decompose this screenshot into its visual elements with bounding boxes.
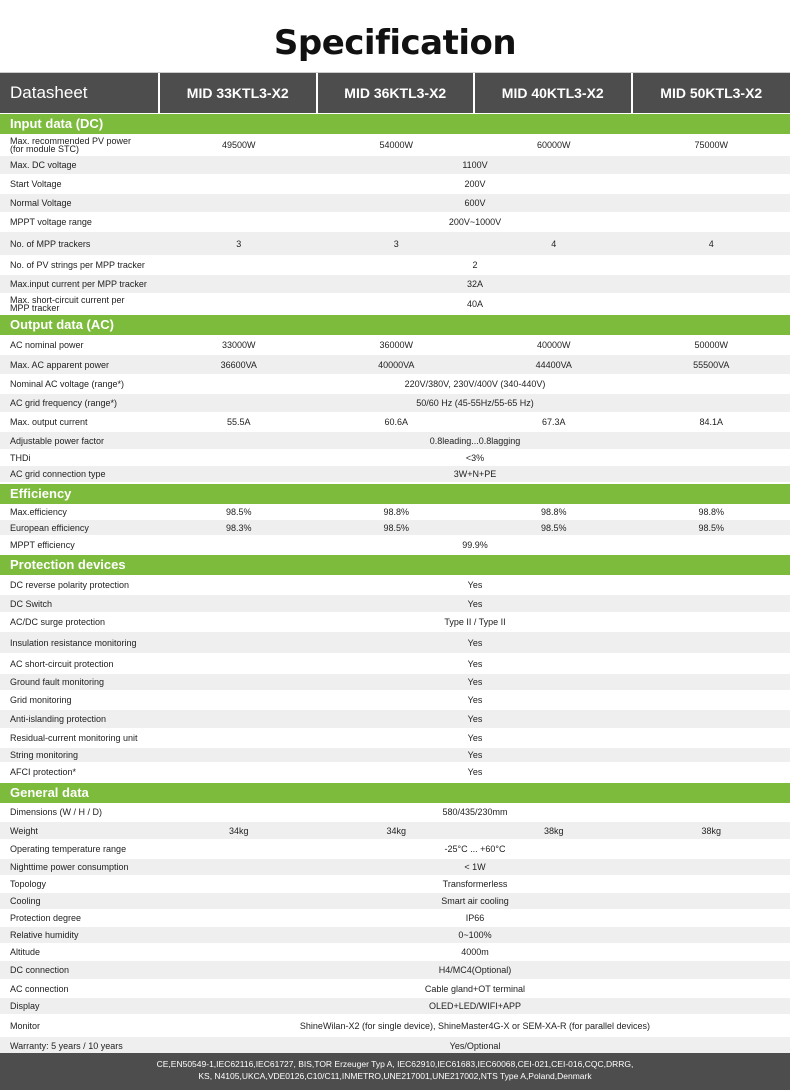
spec-row bbox=[0, 763, 790, 782]
spec-row bbox=[0, 575, 790, 595]
spec-row bbox=[0, 156, 790, 175]
spec-row bbox=[0, 275, 790, 294]
spec-label: AC short-circuit protection bbox=[10, 658, 114, 669]
model-header-3: MID 40KTL3-X2 bbox=[475, 73, 633, 113]
spec-value: 33000W bbox=[221, 339, 256, 350]
spec-value-all-models: 4000m bbox=[461, 947, 489, 957]
spec-value-all-models: 2 bbox=[472, 260, 478, 270]
spec-label: Cooling bbox=[10, 896, 41, 906]
spec-label: Nominal AC voltage (range*) bbox=[10, 379, 125, 389]
spec-label: Warranty: 5 years / 10 years bbox=[10, 1041, 123, 1051]
spec-value-all-models: <3% bbox=[465, 452, 485, 463]
spec-value-all-models: Yes/Optional bbox=[449, 1041, 501, 1051]
spec-label: No. of PV strings per MPP tracker bbox=[10, 260, 145, 270]
model-header-2: MID 36KTL3-X2 bbox=[318, 73, 476, 113]
spec-label: DC connection bbox=[10, 965, 70, 975]
spec-label: Adjustable power factor bbox=[10, 435, 105, 446]
spec-value-all-models: Yes bbox=[467, 579, 483, 590]
spec-label: Nighttime power consumption bbox=[10, 862, 129, 872]
spec-label: Start Voltage bbox=[10, 179, 62, 189]
spec-label: Max. short-circuit current per MPP tracker bbox=[10, 294, 125, 313]
spec-value: 36000W bbox=[379, 339, 414, 350]
certifications-line-1: CE,EN50549-1,IEC62116,IEC61727, BIS,TOR Erzeuger Typ A, IEC62910,IEC61683,IEC60068,CEI-021,CEI-016,CQC,DRRG, bbox=[156, 1059, 634, 1069]
spec-row bbox=[0, 927, 790, 944]
spec-label: Display bbox=[10, 1001, 40, 1011]
spec-row bbox=[0, 134, 790, 156]
spec-label: AFCI protection* bbox=[10, 767, 77, 777]
spec-row bbox=[0, 175, 790, 194]
section-header: General data bbox=[0, 783, 790, 803]
spec-value-all-models: 99.9% bbox=[462, 539, 488, 550]
spec-value: 4 bbox=[708, 238, 714, 249]
spec-value-all-models: -25°C ... +60°C bbox=[444, 844, 506, 854]
certifications-line-2: KS, N4105,UKCA,VDE0126,C10/C11,INMETRO,UNE217001,UNE217002,NTS Type A,Poland,Denmark bbox=[198, 1071, 592, 1081]
spec-label: AC grid frequency (range*) bbox=[10, 398, 118, 408]
spec-value-all-models: Yes bbox=[467, 677, 483, 687]
spec-row bbox=[0, 893, 790, 910]
spec-value-all-models: Smart air cooling bbox=[441, 896, 509, 906]
spec-value: 54000W bbox=[379, 139, 414, 150]
spec-value-all-models: Type II / Type II bbox=[444, 617, 506, 627]
spec-row bbox=[0, 375, 790, 394]
spec-value: 44400VA bbox=[535, 359, 572, 370]
spec-value: 60.6A bbox=[384, 417, 409, 427]
spec-row bbox=[0, 910, 790, 927]
spec-row bbox=[0, 394, 790, 413]
spec-row bbox=[0, 691, 790, 710]
spec-row bbox=[0, 520, 790, 536]
spec-value-all-models: Yes bbox=[467, 714, 483, 724]
spec-value: 50000W bbox=[694, 339, 729, 350]
spec-label: DC Switch bbox=[10, 598, 53, 609]
spec-row bbox=[0, 632, 790, 654]
spec-value: 34kg bbox=[386, 825, 407, 836]
spec-row bbox=[0, 466, 790, 483]
spec-value: 55500VA bbox=[693, 359, 730, 370]
model-header-1: MID 33KTL3-X2 bbox=[160, 73, 318, 113]
spec-row bbox=[0, 840, 790, 859]
spec-label: AC/DC surge protection bbox=[10, 617, 106, 627]
spec-value: 98.5% bbox=[225, 506, 252, 517]
spec-label: DC reverse polarity protection bbox=[10, 579, 130, 590]
section-header: Output data (AC) bbox=[0, 315, 790, 335]
spec-value: 4 bbox=[551, 238, 557, 249]
spec-label: Operating temperature range bbox=[10, 844, 127, 854]
spec-label: Relative humidity bbox=[10, 930, 79, 940]
spec-value-all-models: OLED+LED/WIFI+APP bbox=[428, 1001, 522, 1011]
spec-label: Monitor bbox=[10, 1020, 41, 1031]
spec-row bbox=[0, 613, 790, 632]
certifications-footer bbox=[0, 1053, 790, 1090]
spec-value-all-models: 32A bbox=[466, 279, 483, 289]
spec-row bbox=[0, 335, 790, 355]
spec-label: Max. AC apparent power bbox=[10, 359, 110, 370]
spec-row bbox=[0, 998, 790, 1015]
spec-value: 84.1A bbox=[699, 417, 724, 427]
spec-row bbox=[0, 355, 790, 375]
spec-row bbox=[0, 536, 790, 554]
spec-row bbox=[0, 710, 790, 729]
spec-value: 98.3% bbox=[225, 522, 252, 533]
spec-row bbox=[0, 859, 790, 876]
spec-label: MPPT voltage range bbox=[10, 217, 92, 227]
spec-value-all-models: Yes bbox=[467, 637, 483, 648]
spec-row bbox=[0, 876, 790, 893]
spec-value: 38kg bbox=[543, 825, 564, 836]
spec-value: 40000VA bbox=[378, 359, 415, 370]
spec-value: 38kg bbox=[701, 825, 722, 836]
spec-label: Anti-islanding protection bbox=[10, 714, 107, 724]
spec-value: 40000W bbox=[536, 339, 571, 350]
spec-value: 60000W bbox=[536, 139, 571, 150]
spec-value-all-models: 200V~1000V bbox=[448, 217, 502, 227]
spec-table-body bbox=[0, 114, 790, 1056]
spec-value: 98.8% bbox=[383, 506, 410, 517]
spec-value: 98.5% bbox=[383, 522, 410, 533]
spec-value-all-models: Yes bbox=[467, 767, 483, 777]
page-title: Specification bbox=[273, 23, 517, 63]
spec-row bbox=[0, 674, 790, 691]
spec-row bbox=[0, 256, 790, 275]
spec-value-all-models: Transformerless bbox=[442, 879, 508, 889]
spec-label: Max. output current bbox=[10, 417, 88, 427]
spec-row bbox=[0, 980, 790, 998]
spec-label: European efficiency bbox=[10, 522, 89, 533]
spec-label: Residual-current monitoring unit bbox=[10, 733, 138, 743]
spec-row bbox=[0, 450, 790, 466]
spec-row bbox=[0, 961, 790, 980]
spec-value-all-models: ShineWilan-X2 (for single device), ShineMaster4G-X or SEM-XA-R (for parallel devices) bbox=[299, 1020, 651, 1031]
spec-value: 98.5% bbox=[698, 522, 725, 533]
datasheet-header-row bbox=[0, 72, 790, 113]
spec-value-all-models: 600V bbox=[464, 198, 486, 208]
spec-value-all-models: Yes bbox=[467, 598, 483, 609]
spec-label: MPPT efficiency bbox=[10, 539, 75, 550]
spec-label: Topology bbox=[10, 879, 47, 889]
spec-value-all-models: H4/MC4(Optional) bbox=[438, 965, 512, 975]
spec-label: Protection degree bbox=[10, 913, 82, 923]
spec-row bbox=[0, 748, 790, 763]
spec-value-all-models: 220V/380V, 230V/400V (340-440V) bbox=[404, 379, 546, 389]
spec-row bbox=[0, 232, 790, 256]
spec-label: Max.efficiency bbox=[10, 506, 67, 517]
spec-value: 49500W bbox=[221, 139, 256, 150]
spec-label: Max. DC voltage bbox=[10, 160, 77, 170]
spec-label: AC connection bbox=[10, 983, 69, 994]
spec-row bbox=[0, 1015, 790, 1037]
spec-value: 55.5A bbox=[226, 417, 251, 427]
model-header-4: MID 50KTL3-X2 bbox=[633, 73, 790, 113]
spec-row bbox=[0, 595, 790, 613]
spec-value-all-models: 0.8leading...0.8lagging bbox=[429, 435, 521, 446]
spec-label: Max. recommended PV power (for module STC) bbox=[10, 135, 132, 154]
spec-label: Grid monitoring bbox=[10, 695, 72, 705]
spec-row bbox=[0, 729, 790, 748]
spec-row bbox=[0, 432, 790, 450]
spec-label: Altitude bbox=[10, 947, 41, 957]
spec-value-all-models: Yes bbox=[467, 750, 483, 760]
spec-value: 36600VA bbox=[220, 359, 257, 370]
spec-row bbox=[0, 822, 790, 840]
spec-value: 98.8% bbox=[540, 506, 567, 517]
spec-value: 98.8% bbox=[698, 506, 725, 517]
spec-label: Normal Voltage bbox=[10, 198, 72, 208]
spec-label: Dimensions (W / H / D) bbox=[10, 807, 103, 817]
spec-label: Weight bbox=[10, 825, 38, 836]
spec-value-all-models: 50/60 Hz (45-55Hz/55-65 Hz) bbox=[416, 398, 534, 408]
spec-value-all-models: 0~100% bbox=[458, 930, 492, 940]
spec-value-all-models: 3W+N+PE bbox=[453, 469, 497, 479]
spec-label: Ground fault monitoring bbox=[10, 677, 105, 687]
spec-row bbox=[0, 194, 790, 213]
section-header: Protection devices bbox=[0, 555, 790, 575]
spec-value: 67.3A bbox=[541, 417, 566, 427]
spec-value-all-models: < 1W bbox=[464, 862, 486, 872]
spec-row bbox=[0, 213, 790, 232]
spec-value: 75000W bbox=[694, 139, 729, 150]
spec-value: 3 bbox=[236, 238, 242, 249]
spec-label: AC nominal power bbox=[10, 339, 84, 350]
spec-label: No. of MPP trackers bbox=[10, 238, 91, 249]
spec-row bbox=[0, 803, 790, 822]
spec-value-all-models: 1100V bbox=[462, 160, 488, 170]
spec-value-all-models: Cable gland+OT terminal bbox=[424, 983, 526, 994]
spec-row bbox=[0, 944, 790, 961]
spec-value-all-models: 200V bbox=[464, 179, 486, 189]
spec-value-all-models: IP66 bbox=[465, 913, 485, 923]
spec-row bbox=[0, 294, 790, 314]
spec-label: AC grid connection type bbox=[10, 469, 106, 479]
spec-value: 3 bbox=[393, 238, 399, 249]
spec-value-all-models: Yes bbox=[467, 695, 483, 705]
spec-value-all-models: 580/435/230mm bbox=[442, 807, 508, 817]
spec-row bbox=[0, 654, 790, 674]
spec-value-all-models: 40A bbox=[466, 298, 483, 309]
spec-label: Max.input current per MPP tracker bbox=[10, 279, 147, 289]
spec-row bbox=[0, 504, 790, 520]
spec-label: Insulation resistance monitoring bbox=[10, 637, 137, 648]
spec-value: 34kg bbox=[228, 825, 249, 836]
spec-value: 98.5% bbox=[540, 522, 567, 533]
spec-row bbox=[0, 413, 790, 432]
datasheet-label: Datasheet bbox=[0, 73, 160, 113]
section-header: Input data (DC) bbox=[0, 114, 790, 134]
section-header: Efficiency bbox=[0, 484, 790, 504]
spec-label: String monitoring bbox=[10, 750, 79, 760]
spec-label: THDi bbox=[10, 452, 31, 463]
spec-value-all-models: Yes bbox=[467, 658, 483, 669]
spec-value-all-models: Yes bbox=[467, 733, 483, 743]
